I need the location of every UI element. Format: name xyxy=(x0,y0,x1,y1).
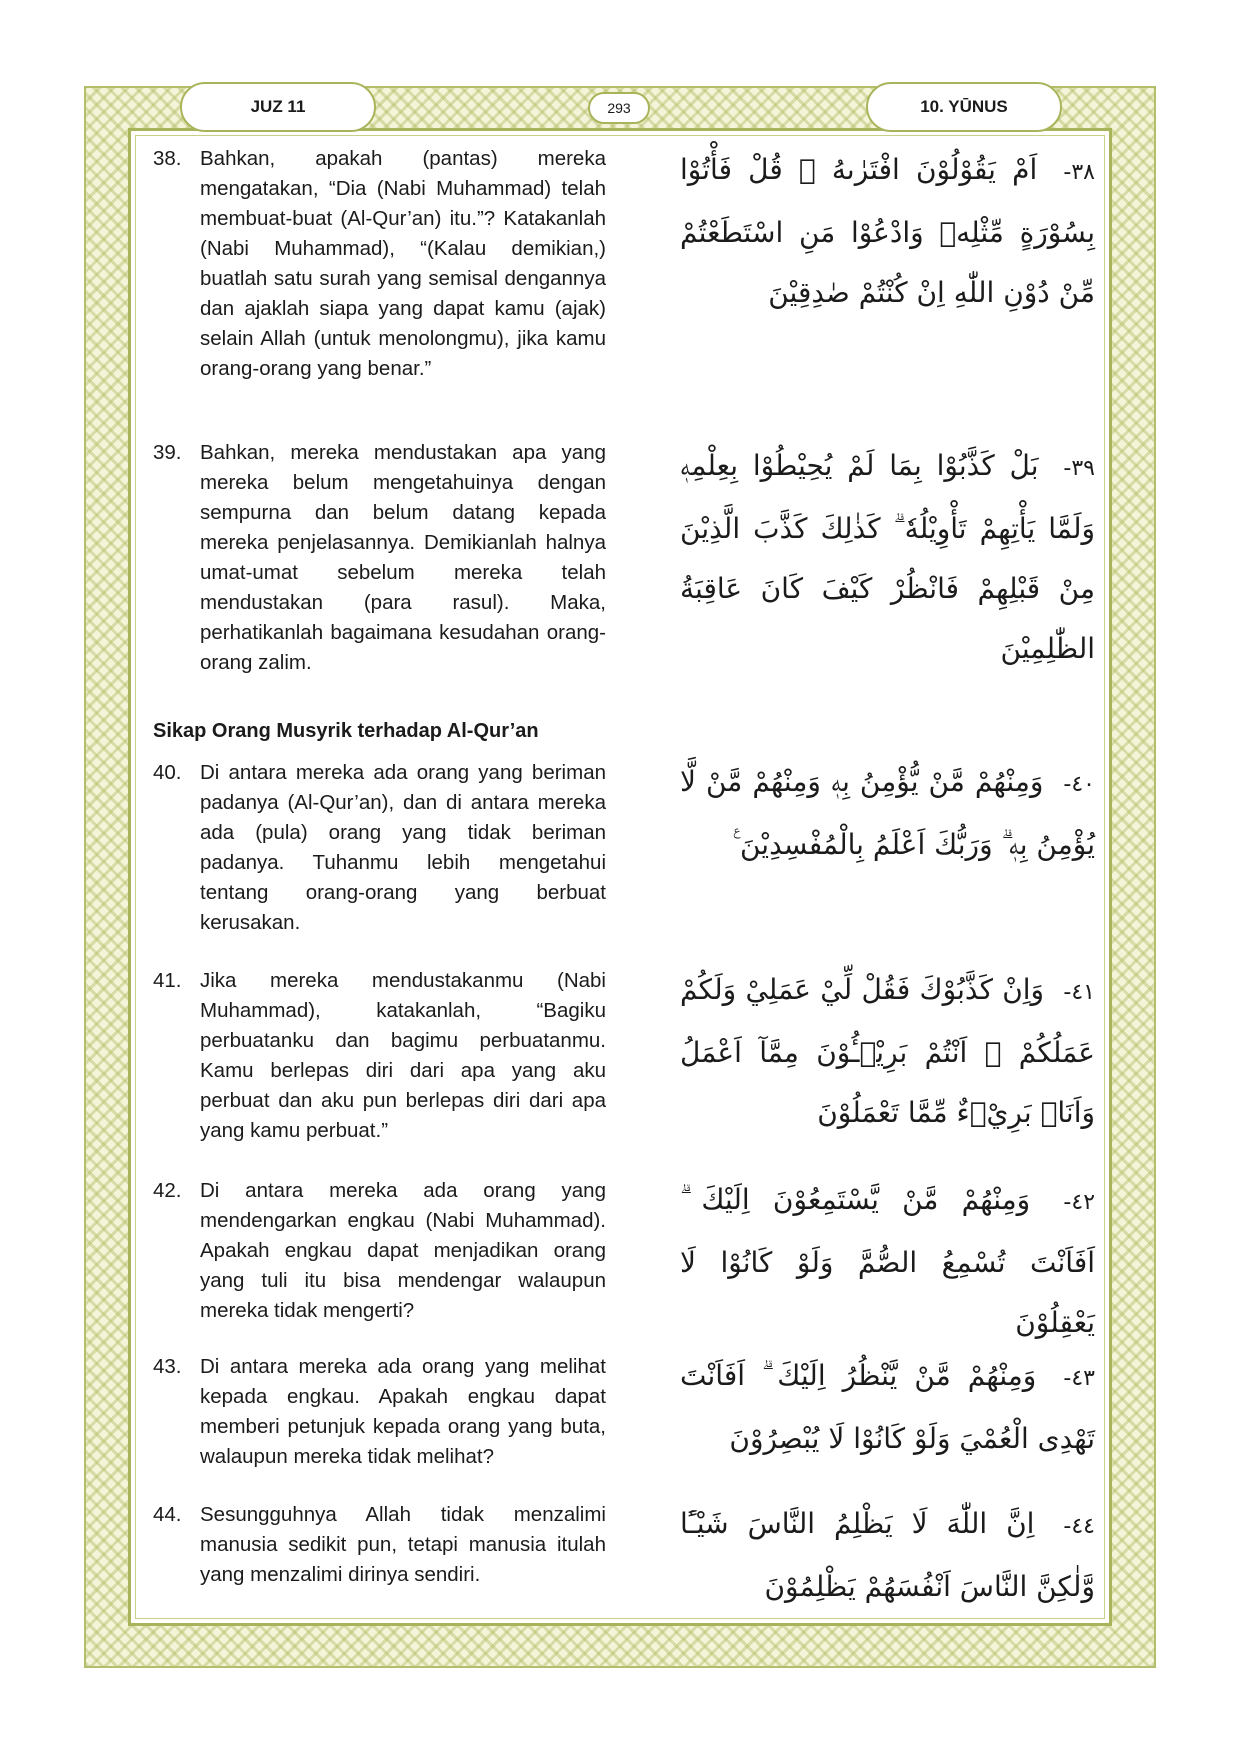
translation-text: Bahkan, apakah (pantas) mereka mengatakan, “Dia (Nabi Muhammad) telah membuat-buat (Al-Qur’an) itu.”? Katakanlah (Nabi Muhammad), “(Kalau demikian,) buatlah satu surah yang semisal dengannya dan ajaklah siapa yang dapat kamu (ajak) selain Allah (untuk menolongmu), jika kamu orang-orang yang benar.” xyxy=(200,147,606,380)
verse-number: 43. xyxy=(153,1355,182,1378)
arabic-verse-number: ٤١- xyxy=(1063,980,1095,1005)
arabic-text: وَاِنْ كَذَّبُوْكَ فَقُلْ لِّيْ عَمَلِيْ وَلَكُمْ عَمَلُكُمْ ۚ اَنْتُمْ بَرِيْۤـُٔوْنَ مِمَّآ اَعْمَلُ وَاَنَا۠ بَرِيْۤءٌ مِّمَّا تَعْمَلُوْنَ xyxy=(680,973,1095,1129)
verse-number: 40. xyxy=(153,761,182,784)
arabic-block xyxy=(680,1346,1095,1469)
arabic-block xyxy=(680,436,1095,679)
translation-text: Di antara mereka ada orang yang melihat kepada engkau. Apakah engkau dapat memberi petunjuk kepada orang yang buta, walaupun mereka tidak melihat? xyxy=(200,1355,606,1468)
verse-number: 44. xyxy=(153,1503,182,1526)
arabic-block xyxy=(680,1494,1095,1617)
verse-number: 42. xyxy=(153,1179,182,1202)
translation-block xyxy=(150,1500,606,1590)
arabic-block xyxy=(680,1170,1095,1353)
arabic-text: اِنَّ اللّٰهَ لَا يَظْلِمُ النَّاسَ شَيْـًٔا وَّلٰكِنَّ النَّاسَ اَنْفُسَهُمْ يَظْلِمُوْنَ xyxy=(680,1507,1095,1603)
translation-block xyxy=(150,144,606,384)
translation-text: Sesungguhnya Allah tidak menzalimi manusia sedikit pun, tetapi manusia itulah yang menzalimi dirinya sendiri. xyxy=(200,1503,606,1586)
arabic-verse-number: ٤٤- xyxy=(1063,1514,1095,1539)
arabic-text: وَمِنْهُمْ مَّنْ يَّسْتَمِعُوْنَ اِلَيْكَ ۗ اَفَاَنْتَ تُسْمِعُ الصُّمَّ وَلَوْ كَانُوْا لَا يَعْقِلُوْنَ xyxy=(680,1183,1095,1339)
arabic-verse-number: ٤٠- xyxy=(1063,772,1095,797)
page-content xyxy=(150,140,1095,1610)
verse-number: 38. xyxy=(153,147,182,170)
arabic-text: اَمْ يَقُوْلُوْنَ افْتَرٰىهُ ۗ قُلْ فَأْتُوْا بِسُوْرَةٍ مِّثْلِهٖ وَادْعُوْا مَنِ اسْتَطَعْتُمْ مِّنْ دُوْنِ اللّٰهِ اِنْ كُنْتُمْ صٰدِقِيْنَ xyxy=(680,153,1095,309)
juz-label: JUZ 11 xyxy=(180,82,376,132)
translation-text: Jika mereka mendustakanmu (Nabi Muhammad), katakanlah, “Bagiku perbuatanku dan bagimu perbuatanmu. Kamu berlepas diri dari apa yang aku perbuat dan aku pun berlepas diri dari apa yang kamu perbuat.” xyxy=(200,969,606,1142)
section-title: Sikap Orang Musyrik terhadap Al-Qur’an xyxy=(153,720,539,742)
arabic-text: بَلْ كَذَّبُوْا بِمَا لَمْ يُحِيْطُوْا بِعِلْمِهٖ وَلَمَّا يَأْتِهِمْ تَأْوِيْلُهٗ ۗ كَذٰلِكَ كَذَّبَ الَّذِيْنَ مِنْ قَبْلِهِمْ فَانْظُرْ كَيْفَ كَانَ عَاقِبَةُ الظّٰلِمِيْنَ xyxy=(680,449,1095,665)
surah-label: 10. YŪNUS xyxy=(866,82,1062,132)
translation-block xyxy=(150,1176,606,1326)
translation-block xyxy=(150,438,606,678)
arabic-verse-number: ٣٩- xyxy=(1063,456,1095,481)
page-number: 293 xyxy=(588,92,650,124)
translation-text: Bahkan, mereka mendustakan apa yang mereka belum mengetahuinya dengan sempurna dan belum datang kepada mereka penjelasannya. Demikianlah halnya umat-umat sebelum mereka telah mendustakan (para rasul). Maka, perhatikanlah bagaimana kesudahan orang-orang zalim. xyxy=(200,441,606,674)
translation-text: Di antara mereka ada orang yang beriman padanya (Al-Qur’an), dan di antara mereka ada (pula) orang yang tidak beriman padanya. Tuhanmu lebih mengetahui tentang orang-orang yang berbuat kerusakan. xyxy=(200,761,606,934)
arabic-block xyxy=(680,140,1095,323)
translation-text: Di antara mereka ada orang yang mendengarkan engkau (Nabi Muhammad). Apakah engkau dapat menjadikan orang yang tuli itu bisa mendengar walaupun mereka tidak mengerti? xyxy=(200,1179,606,1322)
arabic-text: وَمِنْهُمْ مَّنْ يَّنْظُرُ اِلَيْكَ ۗ اَفَاَنْتَ تَهْدِى الْعُمْيَ وَلَوْ كَانُوْا لَا يُبْصِرُوْنَ xyxy=(680,1359,1095,1455)
verse-number: 39. xyxy=(153,441,182,464)
translation-block xyxy=(150,1352,606,1472)
arabic-verse-number: ٤٢- xyxy=(1063,1190,1096,1215)
translation-block xyxy=(150,966,606,1146)
arabic-text: وَمِنْهُمْ مَّنْ يُّؤْمِنُ بِهٖ وَمِنْهُمْ مَّنْ لَّا يُؤْمِنُ بِهٖ ۗ وَرَبُّكَ اَعْلَمُ بِالْمُفْسِدِيْنَ ࣖ xyxy=(680,765,1095,861)
arabic-verse-number: ٣٨- xyxy=(1063,160,1095,185)
verse-number: 41. xyxy=(153,969,182,992)
arabic-verse-number: ٤٣- xyxy=(1063,1366,1095,1391)
translation-block xyxy=(150,758,606,938)
arabic-block xyxy=(680,960,1095,1143)
arabic-block xyxy=(680,752,1095,875)
